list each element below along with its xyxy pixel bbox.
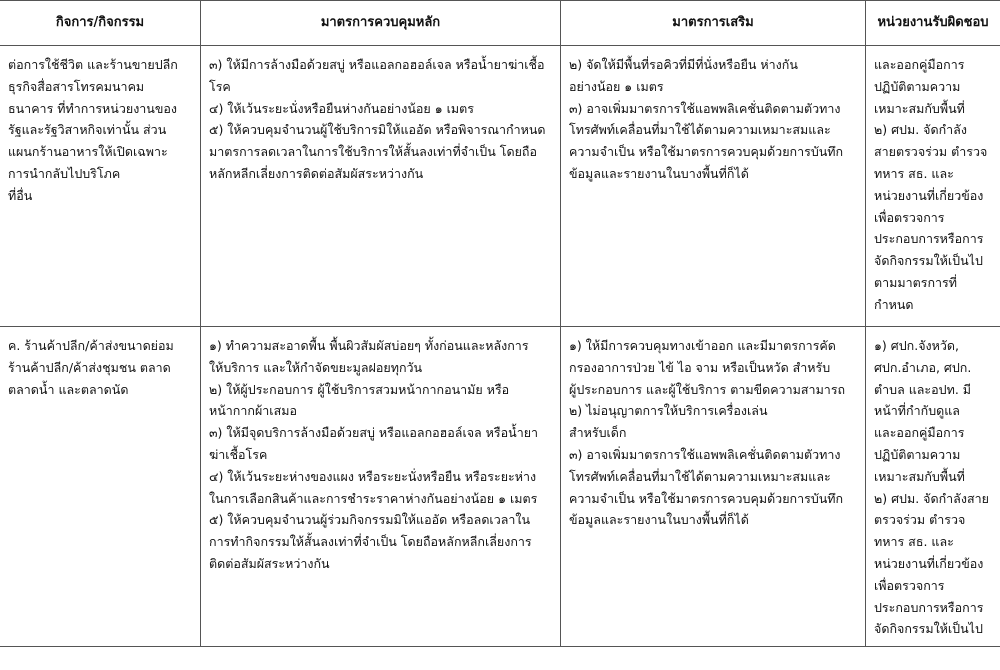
responsible-cell <box>866 46 1000 327</box>
text-line: ๔) ให้เว้นระยะนั่งหรือยืนห่างกันอย่างน้อย ๑ เมตร <box>209 100 474 116</box>
text-line: ในการเลือกสินค้าและการชำระราคาห่างกันอย่างน้อย ๑ เมตร <box>209 490 538 506</box>
text-line: ความจำเป็น หรือใช้มาตรการควบคุมด้วยการบันทึก <box>569 144 844 160</box>
text-line: มาตรการลดเวลาในการใช้บริการให้สั้นลงเท่าที่จำเป็น โดยถือ <box>209 144 537 160</box>
text-line: แผนกร้านอาหารให้เปิดเฉพาะ <box>8 144 168 160</box>
text-line: รัฐและรัฐวิสาหกิจเท่านั้น ส่วน <box>8 122 167 138</box>
text-line: ๓) อาจเพิ่มมาตรการใช้แอพพลิเคชั่นติดตามตัวทาง <box>569 446 841 462</box>
text-line: โทรศัพท์เคลื่อนที่มาใช้ได้ตามความเหมาะสมและ <box>569 122 831 138</box>
header-row <box>0 1 1000 46</box>
header-responsible: หน่วยงานรับผิดชอบ <box>866 1 1000 46</box>
text-line: ปฏิบัติตามความ <box>874 446 961 462</box>
text-line: ๒) ศปม. จัดกำลัง <box>874 122 967 138</box>
text-line: ติดต่อสัมผัสระหว่างกัน <box>209 555 330 571</box>
text-line: และออกคู่มือการ <box>874 57 965 72</box>
main-measures-cell <box>201 327 561 647</box>
text-line: ข้อมูลและรายงานในบางพื้นที่ก็ได้ <box>569 512 749 528</box>
text-line: โรค <box>209 78 231 94</box>
text-line: ๓) ให้มีจุดบริการล้างมือด้วยสบู่ หรือแอลกอฮอล์เจล หรือน้ำยา <box>209 425 539 441</box>
text-line: ผู้ประกอบการ และผู้ใช้บริการ ตามขีดความสามารถ <box>569 381 846 397</box>
text-line: ความจำเป็น หรือใช้มาตรการควบคุมด้วยการบันทึก <box>569 490 844 506</box>
text-line: เหมาะสมกับพื้นที่ <box>874 468 965 484</box>
text-line: ศปก.อำเภอ, ศปก. <box>874 359 972 375</box>
text-line: ธนาคาร ที่ทำการหน่วยงานของ <box>8 100 178 116</box>
activity-cell <box>0 327 201 647</box>
text-line: ๑) ทำความสะอาดพื้น พื้นผิวสัมผัสบ่อยๆ ทั้งก่อนและหลังการ <box>209 338 529 353</box>
text-line: ๒) ให้ผู้ประกอบการ ผู้ใช้บริการสวมหน้ากากอนามัย หรือ <box>209 381 510 397</box>
text-line: จัดกิจกรรมให้เป็นไป <box>874 621 983 637</box>
text-line: ๓) อาจเพิ่มมาตรการใช้แอพพลิเคชั่นติดตามตัวทาง <box>569 100 841 116</box>
text-line: ตลาดน้ำ และตลาดนัด <box>8 381 129 397</box>
text-line: สายตรวจร่วม ตำรวจ <box>874 144 988 160</box>
text-line: เพื่อตรวจการ <box>874 577 945 593</box>
text-line: สำหรับเด็ก <box>569 425 627 441</box>
text-line: เหมาะสมกับพื้นที่ <box>874 100 965 116</box>
text-line: หน้าที่กำกับดูแล <box>874 403 960 419</box>
text-line: ประกอบการหรือการ <box>874 231 984 247</box>
text-line: ปฏิบัติตามความ <box>874 78 961 94</box>
text-line: ต่อการใช้ชีวิต และร้านขายปลีก <box>8 57 178 72</box>
text-line: ค. ร้านค้าปลีก/ค้าส่งขนาดย่อม <box>8 338 174 353</box>
text-line: และออกคู่มือการ <box>874 425 965 441</box>
text-line: ตามมาตรการที่ <box>874 274 958 290</box>
text-line: โทรศัพท์เคลื่อนที่มาใช้ได้ตามความเหมาะสมและ <box>569 468 831 484</box>
header-main-measures: มาตรการควบคุมหลัก <box>201 1 561 46</box>
text-line: หน่วยงานที่เกี่ยวข้อง <box>874 187 984 203</box>
text-line: กรองอาการป่วย ไข้ ไอ จาม หรือเป็นหวัด สำหรับ <box>569 359 831 375</box>
text-line: จัดกิจกรรมให้เป็นไป <box>874 253 983 269</box>
text-line: หน่วยงานที่เกี่ยวข้อง <box>874 555 984 571</box>
activity-cell <box>0 46 201 327</box>
text-line: หลักหลีกเลี่ยงการติดต่อสัมผัสระหว่างกัน <box>209 165 424 181</box>
header-extra-measures: มาตรการเสริม <box>561 1 866 46</box>
text-line: ๕) ให้ควบคุมจำนวนผู้ร่วมกิจกรรมมิให้แออัด หรือลดเวลาใน <box>209 512 531 528</box>
text-line: ฆ่าเชื้อโรค <box>209 446 268 462</box>
text-line: ประกอบการหรือการ <box>874 599 984 615</box>
table-row <box>0 327 1000 647</box>
text-line: หน้ากากผ้าเสมอ <box>209 403 297 419</box>
text-line: ๔) ให้เว้นระยะห่างของแผง หรือระยะนั่งหรือยืน หรือระยะห่าง <box>209 468 537 484</box>
responsible-cell <box>866 327 1000 647</box>
extra-measures-cell <box>561 327 866 647</box>
table-row <box>0 46 1000 327</box>
text-line: การทำกิจกรรมให้สั้นลงเท่าที่จำเป็น โดยถือหลักหลีกเลี่ยงการ <box>209 534 532 550</box>
text-line: ที่อื่น <box>8 187 33 203</box>
text-line: ให้บริการ และให้กำจัดขยะมูลฝอยทุกวัน <box>209 359 423 375</box>
text-line: กำหนด <box>874 296 914 312</box>
text-line: ธุรกิจสื่อสารโทรคมนาคม <box>8 78 145 94</box>
header-activity: กิจการ/กิจกรรม <box>0 1 201 46</box>
text-line: ๕) ให้ควบคุมจำนวนผู้ใช้บริการมิให้แออัด หรือพิจารณากำหนด <box>209 122 546 138</box>
extra-measures-cell <box>561 46 866 327</box>
text-line: ข้อมูลและรายงานในบางพื้นที่ก็ได้ <box>569 165 749 181</box>
text-line: ตำบล และอปท. มี <box>874 381 972 397</box>
text-line: อย่างน้อย ๑ เมตร <box>569 78 664 94</box>
text-line: ร้านค้าปลีก/ค้าส่งชุมชน ตลาด <box>8 359 171 375</box>
main-measures-cell <box>201 46 561 327</box>
text-line: ตรวจร่วม ตำรวจ <box>874 512 966 528</box>
text-line: ทหาร สธ. และ <box>874 165 954 181</box>
text-line: ๑) ศปก.จังหวัด, <box>874 338 959 353</box>
text-line: ทหาร สธ. และ <box>874 534 954 550</box>
text-line: เพื่อตรวจการ <box>874 209 945 225</box>
text-line: ๑) ให้มีการควบคุมทางเข้าออก และมีมาตรการคัด <box>569 338 836 353</box>
text-line: การนำกลับไปบริโภค <box>8 165 121 181</box>
text-line: ๓) ให้มีการล้างมือด้วยสบู่ หรือแอลกอฮอล์เจล หรือน้ำยาฆ่าเชื้อ <box>209 57 545 72</box>
text-line: ๒) ศปม. จัดกำลังสาย <box>874 490 989 506</box>
text-line: ๒) ไม่อนุญาตการให้บริการเครื่องเล่น <box>569 403 768 419</box>
text-line: ๒) จัดให้มีพื้นที่รอคิวที่มีที่นั่งหรือยืน ห่างกัน <box>569 57 798 72</box>
